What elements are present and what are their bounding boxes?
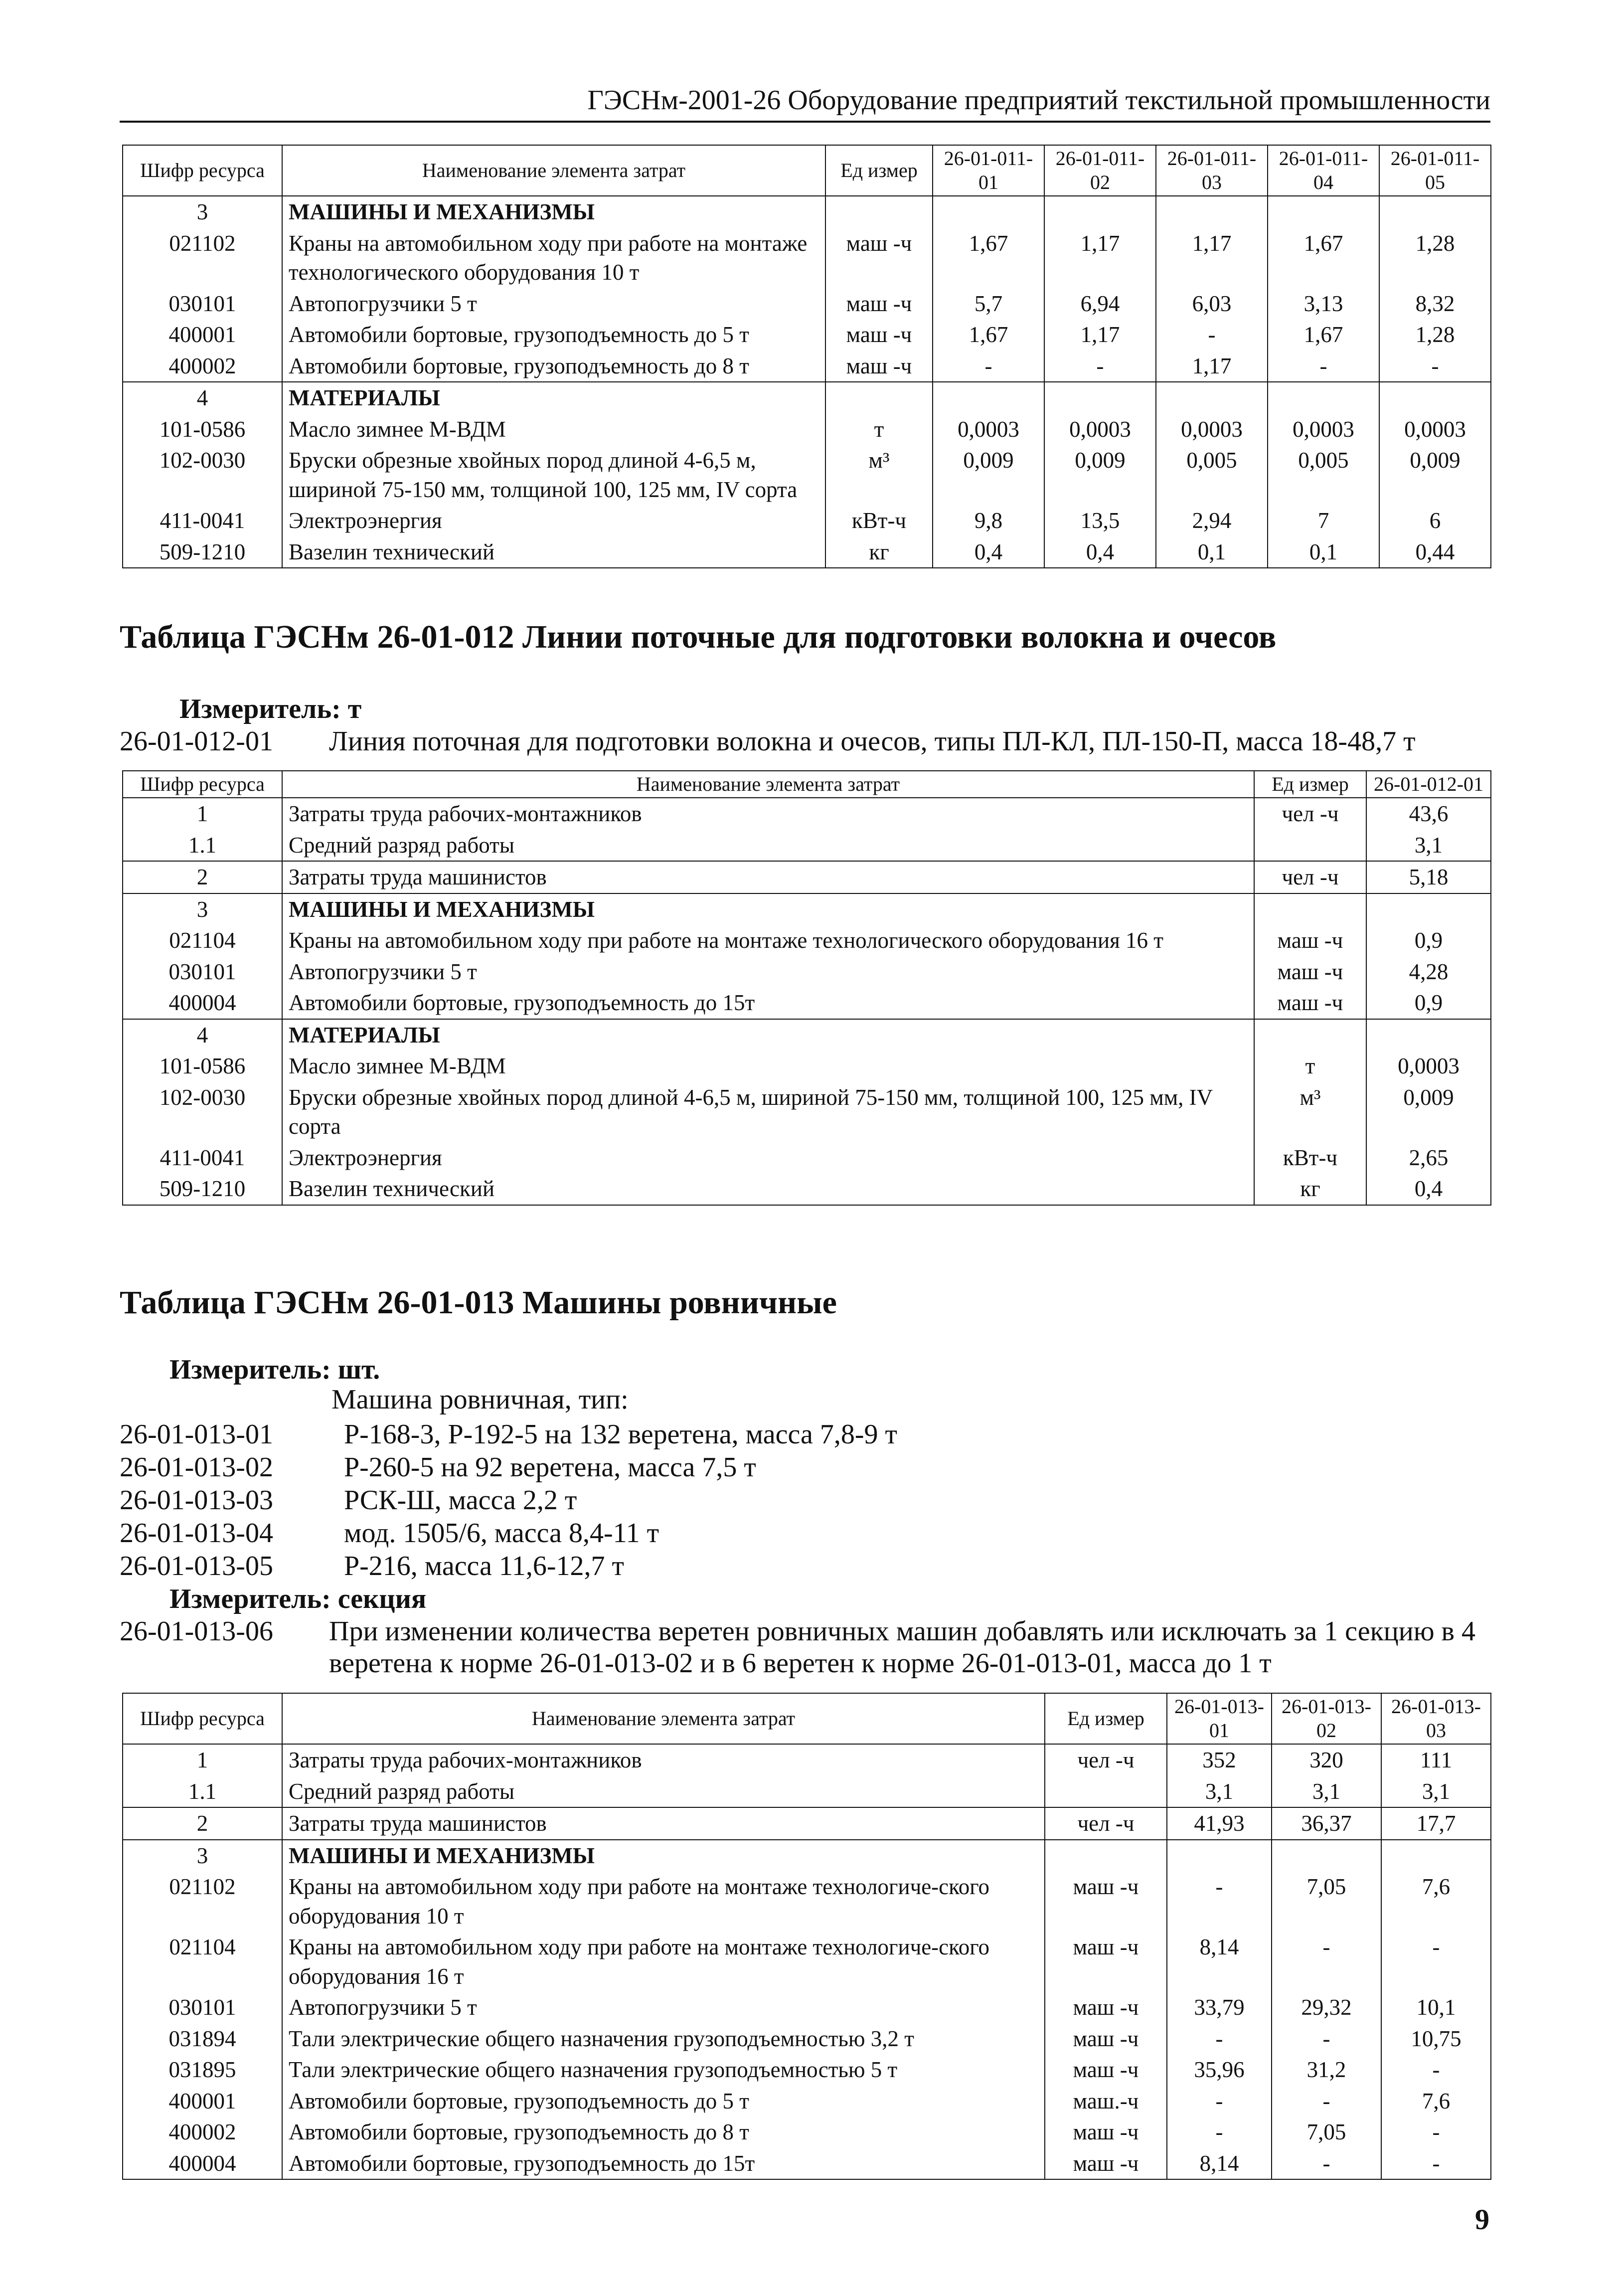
resource-code: 021104 bbox=[123, 1932, 282, 1992]
norm-value: - bbox=[933, 351, 1044, 382]
norm-value: 0,0003 bbox=[1379, 414, 1491, 445]
table-row bbox=[123, 319, 1491, 351]
resource-name: Краны на автомобильном ходу при работе на монтаже технологиче-ского оборудования 10 т bbox=[282, 1871, 1045, 1932]
item-description: Линия поточная для подготовки волокна и очесов, типы ПЛ-КЛ, ПЛ-150-П, масса 18-48,7 т bbox=[329, 726, 1416, 757]
section-row bbox=[123, 382, 1491, 414]
norm-value: 0,4 bbox=[1366, 1173, 1491, 1205]
resource-code: 509-1210 bbox=[123, 1173, 282, 1205]
unit: маш -ч bbox=[1254, 987, 1366, 1019]
table-row bbox=[123, 1871, 1491, 1932]
norm-value bbox=[1156, 382, 1268, 414]
table-title-26-01-012: Таблица ГЭСНм 26-01-012 Линии поточные для подготовки волокна и очесов bbox=[120, 619, 1277, 655]
resource-name: Краны на автомобильном ходу при работе на монтаже технологиче-ского оборудования 16 т bbox=[282, 1932, 1045, 1992]
norm-value: 0,4 bbox=[933, 536, 1044, 568]
resource-code: 3 bbox=[123, 893, 282, 925]
norm-value bbox=[933, 382, 1044, 414]
norm-value: 10,75 bbox=[1381, 2023, 1491, 2055]
norm-value: 1,17 bbox=[1044, 319, 1156, 351]
norm-value: 7,6 bbox=[1381, 2086, 1491, 2117]
norm-value: - bbox=[1381, 2148, 1491, 2180]
resource-code: 411-0041 bbox=[123, 505, 282, 536]
column-header-norm: 26-01-012-01 bbox=[1366, 771, 1491, 798]
norm-value: 2,94 bbox=[1156, 505, 1268, 536]
resource-name: Затраты труда машинистов bbox=[282, 1807, 1045, 1840]
resource-code: 021102 bbox=[123, 1871, 282, 1932]
resource-name: Электроэнергия bbox=[282, 1142, 1254, 1174]
unit: чел -ч bbox=[1045, 1807, 1167, 1840]
norm-value: 9,8 bbox=[933, 505, 1044, 536]
norm-value: 0,0003 bbox=[1156, 414, 1268, 445]
norm-value bbox=[1156, 196, 1268, 228]
norm-value: 7,6 bbox=[1381, 1871, 1491, 1932]
norm-value: 0,9 bbox=[1366, 987, 1491, 1019]
unit: маш -ч bbox=[825, 228, 933, 288]
norm-value: 17,7 bbox=[1381, 1807, 1491, 1840]
norm-value: 0,4 bbox=[1044, 536, 1156, 568]
norm-value bbox=[933, 196, 1044, 228]
resource-name: Затраты труда рабочих-монтажников bbox=[282, 1744, 1045, 1776]
resource-code: 4 bbox=[123, 382, 282, 414]
norm-value: 3,1 bbox=[1366, 830, 1491, 862]
norm-value: 0,44 bbox=[1379, 536, 1491, 568]
norm-value: - bbox=[1381, 2116, 1491, 2148]
norm-value: 1,67 bbox=[933, 319, 1044, 351]
item-description: При изменении количества веретен ровничных машин добавлять или исключать за 1 секцию в 4 веретена к норме 26-01-013-02 и в 6 веретен к норме 26-01-013-01, масса до 1 т bbox=[329, 1616, 1475, 1679]
norm-value: 3,1 bbox=[1381, 1776, 1491, 1808]
resource-code: 411-0041 bbox=[123, 1142, 282, 1174]
column-header-norm: 26-01-011-04 bbox=[1268, 145, 1379, 196]
resource-code: 1 bbox=[123, 798, 282, 830]
unit: маш -ч bbox=[825, 319, 933, 351]
norm-value: 7 bbox=[1268, 505, 1379, 536]
item-code: 26-01-013-05 bbox=[120, 1551, 273, 1582]
norm-value: 1,17 bbox=[1044, 228, 1156, 288]
norm-value: - bbox=[1167, 2116, 1272, 2148]
unit bbox=[1045, 1776, 1167, 1808]
norm-value: 320 bbox=[1272, 1744, 1381, 1776]
unit: маш -ч bbox=[1045, 2116, 1167, 2148]
norm-value: 7,05 bbox=[1272, 1871, 1381, 1932]
resource-code: 1 bbox=[123, 1744, 282, 1776]
header-row bbox=[123, 145, 1491, 196]
unit: маш -ч bbox=[1045, 1992, 1167, 2023]
page-number: 9 bbox=[1475, 2203, 1489, 2236]
table-row bbox=[123, 1932, 1491, 1992]
norm-value bbox=[1366, 893, 1491, 925]
resource-name: Автопогрузчики 5 т bbox=[282, 956, 1254, 988]
table-row bbox=[123, 1992, 1491, 2023]
unit: кВт-ч bbox=[825, 505, 933, 536]
table-row bbox=[123, 536, 1491, 568]
norm-value: 6,94 bbox=[1044, 288, 1156, 320]
unit: маш -ч bbox=[1045, 1932, 1167, 1992]
resource-name: Бруски обрезные хвойных пород длиной 4-6,5 м, шириной 75-150 мм, толщиной 100, 125 мм, IV сорта bbox=[282, 445, 825, 505]
resource-code: 400004 bbox=[123, 2148, 282, 2180]
resource-code: 2 bbox=[123, 861, 282, 893]
norm-value: 0,0003 bbox=[933, 414, 1044, 445]
column-header-code: Шифр ресурса bbox=[123, 145, 282, 196]
norm-value: 0,005 bbox=[1268, 445, 1379, 505]
norm-value: 33,79 bbox=[1167, 1992, 1272, 2023]
norm-value: 0,009 bbox=[1379, 445, 1491, 505]
unit: кВт-ч bbox=[1254, 1142, 1366, 1174]
table-row bbox=[123, 956, 1491, 988]
norm-value: 1,17 bbox=[1156, 228, 1268, 288]
column-header-norm: 26-01-011-03 bbox=[1156, 145, 1268, 196]
resource-name: Затраты труда машинистов bbox=[282, 861, 1254, 893]
norm-value: 0,0003 bbox=[1044, 414, 1156, 445]
section-row bbox=[123, 196, 1491, 228]
resource-name: Тали электрические общего назначения грузоподъемностью 3,2 т bbox=[282, 2023, 1045, 2055]
section-heading: МАШИНЫ И МЕХАНИЗМЫ bbox=[282, 1840, 1045, 1872]
resource-table-26-01-012 bbox=[122, 770, 1491, 1206]
header-row bbox=[123, 1693, 1491, 1744]
unit: маш -ч bbox=[1254, 956, 1366, 988]
norm-value: 1,67 bbox=[1268, 228, 1379, 288]
norm-value: 13,5 bbox=[1044, 505, 1156, 536]
norm-value: - bbox=[1044, 351, 1156, 382]
norm-value: 2,65 bbox=[1366, 1142, 1491, 1174]
table-title-26-01-013: Таблица ГЭСНм 26-01-013 Машины ровничные bbox=[120, 1284, 837, 1321]
item-code: 26-01-013-04 bbox=[120, 1518, 273, 1549]
section-row bbox=[123, 1840, 1491, 1872]
norm-value: - bbox=[1379, 351, 1491, 382]
norm-value bbox=[1381, 1840, 1491, 1872]
norm-value: 5,7 bbox=[933, 288, 1044, 320]
unit: маш.-ч bbox=[1045, 2086, 1167, 2117]
norm-value: - bbox=[1272, 2023, 1381, 2055]
norm-value: 8,32 bbox=[1379, 288, 1491, 320]
norm-value: 3,13 bbox=[1268, 288, 1379, 320]
unit: маш -ч bbox=[1045, 1871, 1167, 1932]
resource-code: 030101 bbox=[123, 956, 282, 988]
resource-table-26-01-013 bbox=[122, 1693, 1491, 2180]
unit: кг bbox=[825, 536, 933, 568]
resource-code: 102-0030 bbox=[123, 1082, 282, 1142]
table-row bbox=[123, 798, 1491, 830]
resource-code: 1.1 bbox=[123, 1776, 282, 1808]
resource-code: 021104 bbox=[123, 925, 282, 956]
column-header-norm: 26-01-011-02 bbox=[1044, 145, 1156, 196]
unit bbox=[1254, 830, 1366, 862]
norm-value: - bbox=[1381, 1932, 1491, 1992]
norm-value bbox=[1366, 1019, 1491, 1051]
norm-value: 0,0003 bbox=[1268, 414, 1379, 445]
resource-code: 021102 bbox=[123, 228, 282, 288]
resource-name: Затраты труда рабочих-монтажников bbox=[282, 798, 1254, 830]
norm-value: - bbox=[1167, 2086, 1272, 2117]
table-row bbox=[123, 351, 1491, 382]
column-header-name: Наименование элемента затрат bbox=[282, 1693, 1045, 1744]
resource-code: 102-0030 bbox=[123, 445, 282, 505]
norm-value: 7,05 bbox=[1272, 2116, 1381, 2148]
unit: кг bbox=[1254, 1173, 1366, 1205]
resource-name: Автомобили бортовые, грузоподъемность до 5 т bbox=[282, 2086, 1045, 2117]
norm-value: 29,32 bbox=[1272, 1992, 1381, 2023]
resource-code: 2 bbox=[123, 1807, 282, 1840]
norm-value: 0,0003 bbox=[1366, 1051, 1491, 1082]
column-header-norm: 26-01-013-01 bbox=[1167, 1693, 1272, 1744]
resource-code: 031894 bbox=[123, 2023, 282, 2055]
resource-name: Бруски обрезные хвойных пород длиной 4-6,5 м, шириной 75-150 мм, толщиной 100, 125 мм, IV сорта bbox=[282, 1082, 1254, 1142]
resource-name: Автомобили бортовые, грузоподъемность до 15т bbox=[282, 2148, 1045, 2180]
meter-label: Измеритель: секция bbox=[169, 1583, 427, 1614]
item-code: 26-01-013-03 bbox=[120, 1485, 273, 1516]
item-code: 26-01-013-01 bbox=[120, 1419, 273, 1450]
resource-name: Средний разряд работы bbox=[282, 1776, 1045, 1808]
resource-code: 4 bbox=[123, 1019, 282, 1051]
resource-name: Автомобили бортовые, грузоподъемность до 5 т bbox=[282, 319, 825, 351]
norm-value: 41,93 bbox=[1167, 1807, 1272, 1840]
resource-name: Электроэнергия bbox=[282, 505, 825, 536]
table-row bbox=[123, 1082, 1491, 1142]
table-row bbox=[123, 830, 1491, 862]
norm-value: 3,1 bbox=[1167, 1776, 1272, 1808]
norm-value bbox=[1272, 1840, 1381, 1872]
norm-value: 3,1 bbox=[1272, 1776, 1381, 1808]
norm-value bbox=[1044, 196, 1156, 228]
item-description: мод. 1505/6, масса 8,4-11 т bbox=[344, 1518, 659, 1549]
norm-value: 1,28 bbox=[1379, 319, 1491, 351]
unit: чел -ч bbox=[1254, 798, 1366, 830]
unit: т bbox=[1254, 1051, 1366, 1082]
unit: маш -ч bbox=[1045, 2148, 1167, 2180]
unit: маш -ч bbox=[1254, 925, 1366, 956]
column-header-name: Наименование элемента затрат bbox=[282, 145, 825, 196]
norm-value: 8,14 bbox=[1167, 2148, 1272, 2180]
item-code: 26-01-013-02 bbox=[120, 1452, 273, 1483]
table-row bbox=[123, 1744, 1491, 1776]
norm-value: 1,67 bbox=[1268, 319, 1379, 351]
norm-value: 352 bbox=[1167, 1744, 1272, 1776]
resource-code: 030101 bbox=[123, 288, 282, 320]
norm-value: 8,14 bbox=[1167, 1932, 1272, 1992]
norm-value bbox=[1268, 196, 1379, 228]
norm-value: 5,18 bbox=[1366, 861, 1491, 893]
resource-name: Автомобили бортовые, грузоподъемность до 8 т bbox=[282, 2116, 1045, 2148]
resource-name: Вазелин технический bbox=[282, 1173, 1254, 1205]
table-row bbox=[123, 2148, 1491, 2180]
resource-code: 509-1210 bbox=[123, 536, 282, 568]
resource-name: Автопогрузчики 5 т bbox=[282, 1992, 1045, 2023]
norm-value: - bbox=[1272, 2086, 1381, 2117]
column-header-norm: 26-01-011-05 bbox=[1379, 145, 1491, 196]
resource-code: 101-0586 bbox=[123, 1051, 282, 1082]
norm-value: - bbox=[1272, 2148, 1381, 2180]
norm-value: 0,005 bbox=[1156, 445, 1268, 505]
section-heading: МАШИНЫ И МЕХАНИЗМЫ bbox=[282, 893, 1254, 925]
resource-name: Средний разряд работы bbox=[282, 830, 1254, 862]
resource-name: Автомобили бортовые, грузоподъемность до 8 т bbox=[282, 351, 825, 382]
section-row bbox=[123, 893, 1491, 925]
unit bbox=[825, 382, 933, 414]
norm-value bbox=[1268, 382, 1379, 414]
running-header: ГЭСНм-2001-26 Оборудование предприятий текстильной промышленности bbox=[120, 80, 1490, 123]
unit: маш -ч bbox=[825, 351, 933, 382]
norm-value: 6,03 bbox=[1156, 288, 1268, 320]
table-row bbox=[123, 861, 1491, 893]
norm-value: 35,96 bbox=[1167, 2054, 1272, 2086]
norm-value bbox=[1044, 382, 1156, 414]
norm-value: 6 bbox=[1379, 505, 1491, 536]
meter-label: Измеритель: шт. bbox=[169, 1354, 380, 1385]
column-header-norm: 26-01-013-03 bbox=[1381, 1693, 1491, 1744]
column-header-unit: Ед измер bbox=[1045, 1693, 1167, 1744]
resource-code: 3 bbox=[123, 196, 282, 228]
unit: м³ bbox=[1254, 1082, 1366, 1142]
section-heading: МАШИНЫ И МЕХАНИЗМЫ bbox=[282, 196, 825, 228]
table-row bbox=[123, 1173, 1491, 1205]
resource-name: Краны на автомобильном ходу при работе на монтаже технологического оборудования 16 т bbox=[282, 925, 1254, 956]
resource-code: 400002 bbox=[123, 351, 282, 382]
item-description: Р-168-3, Р-192-5 на 132 веретена, масса 7,8-9 т bbox=[344, 1419, 897, 1450]
resource-name: Тали электрические общего назначения грузоподъемностью 5 т bbox=[282, 2054, 1045, 2086]
unit: маш -ч bbox=[1045, 2054, 1167, 2086]
item-description: Р-216, масса 11,6-12,7 т bbox=[344, 1551, 624, 1582]
norm-value: 0,9 bbox=[1366, 925, 1491, 956]
item-description: Р-260-5 на 92 веретена, масса 7,5 т bbox=[344, 1452, 756, 1483]
table-row bbox=[123, 1051, 1491, 1082]
item-description: РСК-Ш, масса 2,2 т bbox=[344, 1485, 577, 1516]
norm-value: 4,28 bbox=[1366, 956, 1491, 988]
resource-code: 030101 bbox=[123, 1992, 282, 2023]
table-row bbox=[123, 2116, 1491, 2148]
item-subheading: Машина ровничная, тип: bbox=[331, 1384, 629, 1415]
resource-code: 1.1 bbox=[123, 830, 282, 862]
resource-name: Краны на автомобильном ходу при работе на монтаже технологического оборудования 10 т bbox=[282, 228, 825, 288]
table-row bbox=[123, 288, 1491, 320]
item-code: 26-01-013-06 bbox=[120, 1616, 273, 1647]
norm-value: 1,28 bbox=[1379, 228, 1491, 288]
unit: т bbox=[825, 414, 933, 445]
norm-value: 1,17 bbox=[1156, 351, 1268, 382]
norm-value: 10,1 bbox=[1381, 1992, 1491, 2023]
norm-value: - bbox=[1167, 1871, 1272, 1932]
meter-label: Измеритель: т bbox=[179, 694, 362, 724]
norm-value: 43,6 bbox=[1366, 798, 1491, 830]
resource-name: Автомобили бортовые, грузоподъемность до 15т bbox=[282, 987, 1254, 1019]
table-row bbox=[123, 1776, 1491, 1808]
table-row bbox=[123, 2023, 1491, 2055]
norm-value: 0,1 bbox=[1156, 536, 1268, 568]
table-row bbox=[123, 505, 1491, 536]
resource-name: Масло зимнее М-ВДМ bbox=[282, 414, 825, 445]
column-header-norm: 26-01-011-01 bbox=[933, 145, 1044, 196]
resource-table-26-01-011 bbox=[122, 145, 1491, 568]
resource-name: Автопогрузчики 5 т bbox=[282, 288, 825, 320]
norm-value: 0,009 bbox=[933, 445, 1044, 505]
section-row bbox=[123, 1019, 1491, 1051]
unit: маш -ч bbox=[825, 288, 933, 320]
resource-code: 031895 bbox=[123, 2054, 282, 2086]
item-code: 26-01-012-01 bbox=[120, 726, 273, 757]
table-row bbox=[123, 1142, 1491, 1174]
unit: маш -ч bbox=[1045, 2023, 1167, 2055]
column-header-code: Шифр ресурса bbox=[123, 771, 282, 798]
resource-name: Масло зимнее М-ВДМ bbox=[282, 1051, 1254, 1082]
norm-value: 0,009 bbox=[1366, 1082, 1491, 1142]
norm-value: 31,2 bbox=[1272, 2054, 1381, 2086]
unit: чел -ч bbox=[1254, 861, 1366, 893]
column-header-norm: 26-01-013-02 bbox=[1272, 1693, 1381, 1744]
unit bbox=[1254, 893, 1366, 925]
unit bbox=[1045, 1840, 1167, 1872]
section-heading: МАТЕРИАЛЫ bbox=[282, 382, 825, 414]
unit bbox=[1254, 1019, 1366, 1051]
resource-code: 3 bbox=[123, 1840, 282, 1872]
norm-value: 1,67 bbox=[933, 228, 1044, 288]
table-row bbox=[123, 2086, 1491, 2117]
norm-value: 36,37 bbox=[1272, 1807, 1381, 1840]
table-row bbox=[123, 987, 1491, 1019]
column-header-unit: Ед измер bbox=[825, 145, 933, 196]
resource-code: 400001 bbox=[123, 319, 282, 351]
table-row bbox=[123, 925, 1491, 956]
column-header-name: Наименование элемента затрат bbox=[282, 771, 1254, 798]
norm-value bbox=[1379, 196, 1491, 228]
norm-value: - bbox=[1272, 1932, 1381, 1992]
resource-code: 400002 bbox=[123, 2116, 282, 2148]
table-row bbox=[123, 228, 1491, 288]
norm-value bbox=[1379, 382, 1491, 414]
resource-code: 400001 bbox=[123, 2086, 282, 2117]
header-row bbox=[123, 771, 1491, 798]
resource-code: 400004 bbox=[123, 987, 282, 1019]
section-heading: МАТЕРИАЛЫ bbox=[282, 1019, 1254, 1051]
column-header-code: Шифр ресурса bbox=[123, 1693, 282, 1744]
norm-value: 0,009 bbox=[1044, 445, 1156, 505]
column-header-unit: Ед измер bbox=[1254, 771, 1366, 798]
norm-value: - bbox=[1156, 319, 1268, 351]
norm-value bbox=[1167, 1840, 1272, 1872]
table-row bbox=[123, 445, 1491, 505]
resource-name: Вазелин технический bbox=[282, 536, 825, 568]
unit bbox=[825, 196, 933, 228]
norm-value: - bbox=[1381, 2054, 1491, 2086]
table-row bbox=[123, 2054, 1491, 2086]
table-row bbox=[123, 1807, 1491, 1840]
resource-code: 101-0586 bbox=[123, 414, 282, 445]
norm-value: - bbox=[1268, 351, 1379, 382]
unit: м³ bbox=[825, 445, 933, 505]
unit: чел -ч bbox=[1045, 1744, 1167, 1776]
norm-value: 0,1 bbox=[1268, 536, 1379, 568]
table-row bbox=[123, 414, 1491, 445]
norm-value: - bbox=[1167, 2023, 1272, 2055]
norm-value: 111 bbox=[1381, 1744, 1491, 1776]
